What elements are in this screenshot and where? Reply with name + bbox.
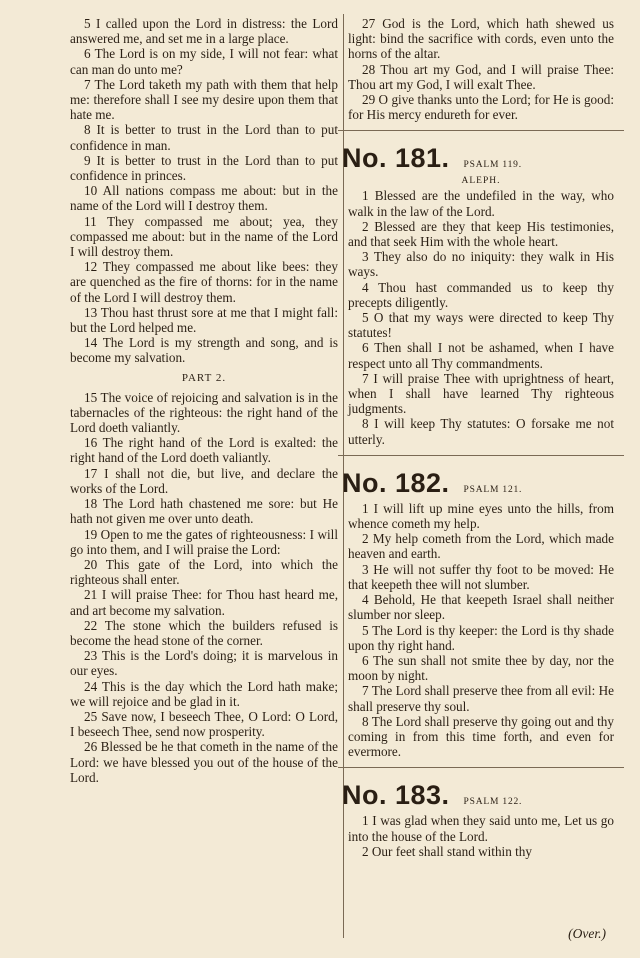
verse: 15 The voice of rejoicing and salvation is in the tabernacles of the righteous: the right hand of the Lord doeth valiantly. bbox=[70, 389, 338, 436]
verse: 13 Thou hast thrust sore at me that I might fall: but the Lord helped me. bbox=[70, 304, 338, 336]
verse: 2 Blessed are they that keep His testimonies, and that seek Him with the whole heart. bbox=[348, 218, 614, 250]
verse: 14 The Lord is my strength and song, and is become my salvation. bbox=[70, 335, 338, 366]
verse: 24 This is the day which the Lord hath make; we will rejoice and be glad in it. bbox=[70, 678, 338, 709]
verse: 12 They compassed me about like bees: they are quenched as the fire of thorns: for in the name of the Lord I will destroy them. bbox=[70, 259, 338, 305]
verse: 26 Blessed be he that cometh in the name of the Lord: we have blessed you out of the house of the Lord. bbox=[70, 739, 338, 785]
verse: 8 It is better to trust in the Lord than to put confidence in man. bbox=[70, 122, 338, 153]
verse: 4 Thou hast commanded us to keep thy precepts diligently. bbox=[348, 279, 614, 310]
hymn-subheading: ALEPH. bbox=[461, 176, 501, 187]
verse: 28 Thou art my God, and I will praise Thee: Thou art my God, I will exalt Thee. bbox=[348, 61, 614, 92]
hymn-number: No. 182. bbox=[342, 467, 450, 498]
verse: 5 The Lord is thy keeper: the Lord is thy shade upon thy right hand. bbox=[348, 622, 614, 653]
verse: 8 The Lord shall preserve thy going out and thy coming in from this time forth, and even for evermore. bbox=[348, 713, 614, 760]
psalm-reference: PSALM 122. bbox=[463, 797, 523, 808]
verse: 1 Blessed are the undefiled in the way, who walk in the law of the Lord. bbox=[348, 188, 614, 219]
verse: 4 Behold, He that keepeth Israel shall neither slumber nor sleep. bbox=[348, 592, 614, 623]
psalm-reference: PSALM 121. bbox=[463, 484, 523, 495]
left-column bbox=[70, 16, 338, 785]
verse: 17 I shall not die, but live, and declare the works of the Lord. bbox=[70, 465, 338, 496]
verse: 20 This gate of the Lord, into which the righteous shall enter. bbox=[70, 556, 338, 588]
verse: 25 Save now, I beseech Thee, O Lord: O Lord, I beseech Thee, send now prosperity. bbox=[70, 708, 338, 740]
verse: 5 O that my ways were directed to keep Thy statutes! bbox=[348, 310, 614, 341]
verse: 21 I will praise Thee: for Thou hast heard me, and art become my salvation. bbox=[70, 587, 338, 618]
verse: 6 Then shall I not be ashamed, when I have respect unto all Thy commandments. bbox=[348, 340, 614, 371]
verse: 5 I called upon the Lord in distress: the Lord answered me, and set me in a large place. bbox=[70, 16, 338, 47]
verse: 6 The sun shall not smite thee by day, nor the moon by night. bbox=[348, 652, 614, 684]
verse: 29 O give thanks unto the Lord; for He is good: for His mercy endureth for ever. bbox=[348, 92, 614, 123]
verse: 7 The Lord shall preserve thee from all evil: He shall preserve thy soul. bbox=[348, 683, 614, 714]
section-divider bbox=[338, 130, 624, 131]
continued-note: (Over.) bbox=[568, 926, 606, 941]
hymn-header-181 bbox=[342, 143, 614, 174]
verse: 22 The stone which the builders refused is become the head stone of the corner. bbox=[70, 617, 338, 648]
psalm-reference: PSALM 119. bbox=[463, 160, 522, 171]
part-heading: PART 2. bbox=[181, 371, 227, 384]
hymn-number: No. 181. bbox=[342, 143, 450, 174]
verse: 9 It is better to trust in the Lord than to put confidence in princes. bbox=[70, 152, 338, 184]
verse: 1 I was glad when they said unto me, Let us go into the house of the Lord. bbox=[348, 813, 614, 844]
hymn-header-182 bbox=[342, 468, 614, 499]
verse: 7 I will praise Thee with uprightness of heart, when I shall have learned Thy righteous judgments. bbox=[348, 370, 614, 417]
verse: 19 Open to me the gates of righteousness: I will go into them, and I will praise the Lord: bbox=[70, 526, 338, 557]
hymn-number: No. 183. bbox=[342, 780, 450, 811]
verse: 2 Our feet shall stand within thy bbox=[362, 843, 532, 859]
verse: 16 The right hand of the Lord is exalted: the right hand of the Lord doeth valiantly. bbox=[70, 435, 338, 466]
section-divider bbox=[338, 455, 624, 456]
hymn-header-183 bbox=[342, 780, 614, 811]
verse: 10 All nations compass me about: but in the name of the Lord will I destroy them. bbox=[70, 183, 338, 214]
verse: 8 I will keep Thy statutes: O forsake me not utterly. bbox=[348, 416, 614, 447]
verse: 1 I will lift up mine eyes unto the hills, from whence cometh my help. bbox=[348, 500, 614, 532]
right-column bbox=[342, 16, 614, 859]
verse: 2 My help cometh from the Lord, which made heaven and earth. bbox=[348, 531, 614, 562]
section-divider bbox=[338, 767, 624, 768]
verse: 27 God is the Lord, which hath shewed us light: bind the sacrifice with cords, even unto the horns of the altar. bbox=[348, 16, 614, 62]
verse: 18 The Lord hath chastened me sore: but He hath not given me over unto death. bbox=[70, 496, 338, 527]
verse: 23 This is the Lord's doing; it is marvelous in our eyes. bbox=[70, 648, 338, 679]
verse: 11 They compassed me about; yea, they compassed me about: but in the name of the Lord I will destroy them. bbox=[70, 213, 338, 260]
verse: 7 The Lord taketh my path with them that help me: therefore shall I see my desire upon them that hate me. bbox=[70, 76, 338, 123]
verse: 6 The Lord is on my side, I will not fear: what can man do unto me? bbox=[70, 46, 338, 77]
verse: 3 He will not suffer thy foot to be moved: He that keepeth thee will not slumber. bbox=[348, 561, 614, 592]
verse: 3 They also do no iniquity: they walk in His ways. bbox=[348, 249, 614, 280]
